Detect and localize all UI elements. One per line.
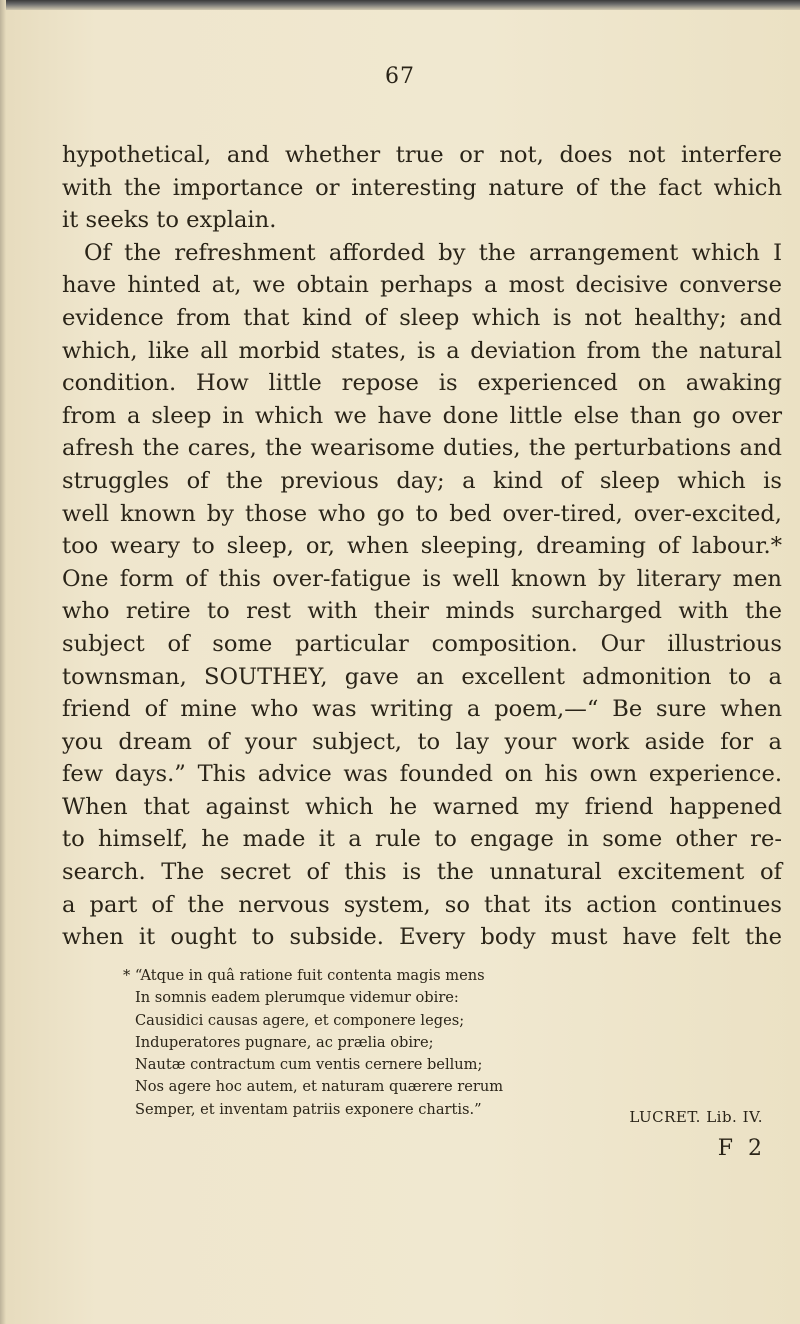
scan-top-edge xyxy=(0,0,800,10)
text-line: with the importance or interesting nature of the fact which xyxy=(62,174,782,201)
text-line: you dream of your subject, to lay your work aside for a xyxy=(62,728,782,755)
text-line: evidence from that kind of sleep which is not healthy; and xyxy=(62,304,782,331)
body-text xyxy=(62,139,782,954)
text-line: hypothetical, and whether true or not, does not interfere xyxy=(62,142,782,168)
text-line: subject of some particular composition. Our illustrious xyxy=(62,630,782,657)
text-line: few days.” This advice was founded on his own experience. xyxy=(62,761,782,788)
text-line: One form of this over-fatigue is well known by literary men xyxy=(62,565,782,592)
text-line: to himself, he made it a rule to engage in some other re- xyxy=(62,826,782,853)
text-line: afresh the cares, the wearisome duties, the perturbations and xyxy=(62,435,782,462)
footnote-line: Nautæ contractum cum ventis cernere bellum; xyxy=(135,1056,483,1074)
text-line: have hinted at, we obtain perhaps a most decisive converse xyxy=(62,272,782,299)
text-line: too weary to sleep, or, when sleeping, dreaming of labour.* xyxy=(62,533,782,560)
footnote-quotation xyxy=(123,965,695,1121)
footnote-line: In somnis eadem plerumque videmur obire: xyxy=(135,989,459,1007)
footnote-attribution: LUCRET. Lib. IV. xyxy=(629,1108,763,1126)
page-number: 67 xyxy=(385,64,415,89)
text-line: friend of mine who was writing a poem,—“ Be sure when xyxy=(62,696,782,723)
text-line: who retire to rest with their minds surcharged with the xyxy=(62,598,782,625)
text-line: which, like all morbid states, is a deviation from the natural xyxy=(62,337,782,364)
text-line: well known by those who go to bed over-tired, over-excited, xyxy=(62,500,782,527)
text-line: When that against which he warned my friend happened xyxy=(62,793,782,820)
text-line: Of the refreshment afforded by the arrangement which I xyxy=(84,239,782,266)
text-line: from a sleep in which we have done little else than go over xyxy=(62,402,782,429)
footnote-line: Causidici causas agere, et componere leges; xyxy=(135,1011,465,1029)
text-line: townsman, SOUTHEY, gave an excellent admonition to a xyxy=(62,663,782,690)
footnote-line: Semper, et inventam patriis exponere chartis.” xyxy=(135,1100,482,1118)
text-line: it seeks to explain. xyxy=(62,207,277,234)
text-line: a part of the nervous system, so that its action continues xyxy=(62,891,782,918)
text-line: struggles of the previous day; a kind of sleep which is xyxy=(62,467,782,494)
text-line: search. The secret of this is the unnatural excitement of xyxy=(62,859,782,886)
footnote-line: * “Atque in quâ ratione fuit contenta magis mens xyxy=(123,967,485,984)
text-line: when it ought to subside. Every body must have felt the xyxy=(62,924,782,951)
footnote-line: Nos agere hoc autem, et naturam quærere rerum xyxy=(135,1078,504,1096)
signature-mark: F 2 xyxy=(717,1136,766,1161)
text-line: condition. How little repose is experienced on awaking xyxy=(62,370,782,397)
footnote-line: Induperatores pugnare, ac prælia obire; xyxy=(135,1033,434,1051)
